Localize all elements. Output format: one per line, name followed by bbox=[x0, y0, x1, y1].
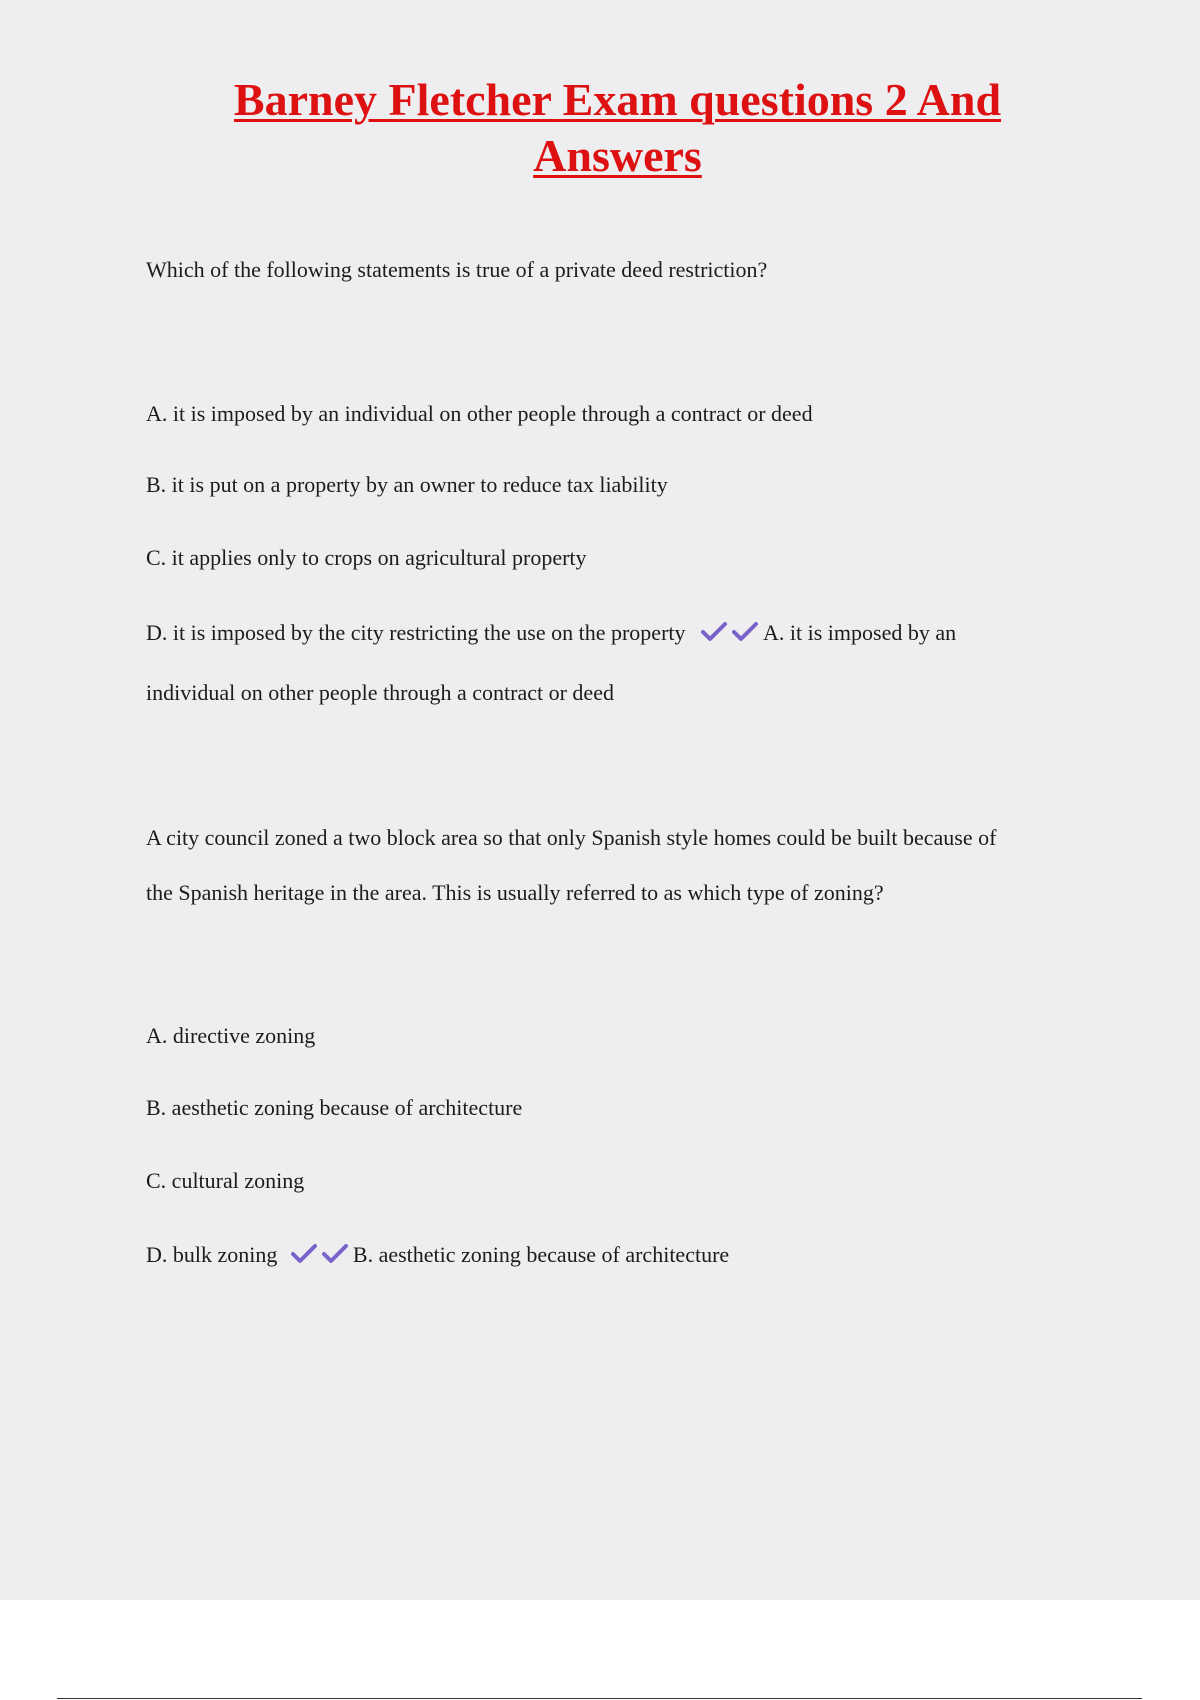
checkmark-icon bbox=[732, 621, 758, 643]
question-2-answer: B. aesthetic zoning because of architecture bbox=[352, 1242, 730, 1267]
question-1-option-a: A. it is imposed by an individual on other people through a contract or deed bbox=[146, 401, 813, 426]
checkmark-icon bbox=[291, 1243, 317, 1265]
checkmark-icon bbox=[701, 621, 727, 643]
checkmark-icon bbox=[322, 1243, 348, 1265]
footer-divider bbox=[57, 1698, 1142, 1699]
question-2-option-d-row bbox=[146, 1240, 729, 1270]
document-title bbox=[150, 72, 1085, 184]
question-2-option-a: A. directive zoning bbox=[146, 1023, 316, 1048]
question-1-option-c: C. it applies only to crops on agricultural property bbox=[146, 545, 587, 570]
question-1-option-b: B. it is put on a property by an owner to reduce tax liability bbox=[146, 472, 668, 497]
question-1-prompt: Which of the following statements is true of a private deed restriction? bbox=[146, 257, 768, 282]
question-2-prompt-line-2: the Spanish heritage in the area. This is usually referred to as which type of zoning? bbox=[146, 880, 884, 905]
question-2-option-c: C. cultural zoning bbox=[146, 1168, 305, 1193]
question-1-answer-continued: individual on other people through a contract or deed bbox=[146, 680, 614, 705]
question-1-answer: A. it is imposed by an bbox=[763, 620, 957, 645]
question-2-option-b: B. aesthetic zoning because of architecture bbox=[146, 1095, 523, 1120]
question-1-option-d-row bbox=[146, 618, 956, 648]
question-2-option-d: D. bulk zoning bbox=[146, 1242, 278, 1267]
question-2-prompt-line-1: A city council zoned a two block area so that only Spanish style homes could be built because of bbox=[146, 825, 997, 850]
title-line-2: Answers bbox=[533, 130, 702, 181]
question-1-option-d: D. it is imposed by the city restricting the use on the property bbox=[146, 620, 686, 645]
title-line-1: Barney Fletcher Exam questions 2 And bbox=[233, 74, 1002, 125]
